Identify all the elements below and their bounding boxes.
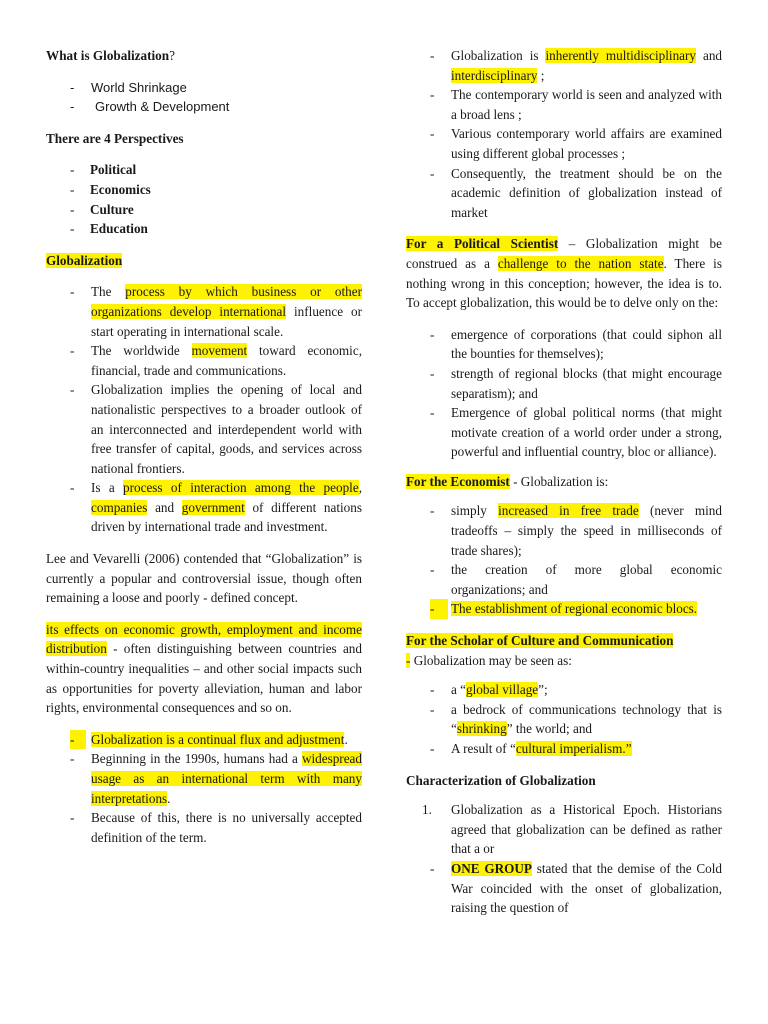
globalization-definitions [46, 282, 362, 537]
list-item: - Growth & Development [70, 99, 230, 115]
characterization-list [406, 800, 722, 859]
list-item: - Beginning in the 1990s, humans had a widespread usage as an international term with many interpretations. [70, 751, 362, 806]
economist-paragraph: For the Economist - Globalization is: [406, 473, 609, 489]
title-what-is-globalization [46, 46, 362, 66]
title-qmark: ? [169, 48, 175, 63]
economist-list [406, 501, 722, 619]
list-item: - Education [70, 221, 148, 237]
political-scientist-paragraph: For a Political Scientist – Globalization might be construed as a challenge to the nation state. There is nothing wrong in this conception; however, the idea is to. To accept globalization, this would be to delve only on the: [406, 236, 723, 311]
list-item: - ONE GROUP stated that the demise of the Cold War coincided with the onset of globalization, raising the question of [430, 860, 722, 916]
list-item: - Economics [70, 181, 151, 197]
effects-paragraph: its effects on economic growth, employment and income distribution - often distinguishing between countries and within-country inequalities – and other social impacts such as opportunities for poverty alleviation, human and labor rights, environmental consequences and so on. [46, 621, 362, 716]
list-item: - Globalization is inherently multidisciplinary and interdisciplinary ; [430, 48, 723, 83]
political-scientist-list [406, 325, 722, 462]
list-item: - The establishment of regional economic blocs. [406, 599, 722, 619]
list-item: - Globalization implies the opening of local and nationalistic perspectives to a broader outlook of an interconnected and interdependent world with free transfer of capital, goods, and services across national frontiers. [70, 382, 362, 476]
lee-vevarelli-paragraph: Lee and Vevarelli (2006) contended that “Globalization” is currently a popular and controversial issue, though often remaining a loose and poorly - defined concept. [46, 551, 362, 606]
list-item: - Because of this, there is no universally accepted definition of the term. [70, 810, 362, 845]
list-item: - the creation of more global economic organizations; and [430, 562, 722, 597]
list-item: 1. Globalization as a Historical Epoch. Historians agreed that globalization can be defined as rather that a or [422, 802, 722, 857]
list-item: - The process by which business or other organizations develop international influence or start operating in international scale. [70, 284, 362, 339]
culture-paragraph: For the Scholar of Culture and Communication - Globalization may be seen as: [406, 633, 674, 668]
list-item: - emergence of corporations (that could siphon all the bounties for themselves); [430, 326, 722, 362]
list-item: - Various contemporary world affairs are examined using different global processes ; [430, 126, 722, 161]
intro-list [46, 78, 362, 117]
right-column [406, 46, 722, 918]
list-item: - Culture [70, 201, 134, 217]
list-item: - Emergence of global political norms (that might motivate creation of a world order under a strong, powerful and influential country, bloc or alliance). [430, 405, 722, 460]
culture-list [406, 680, 722, 758]
characterization-sublist [406, 859, 722, 918]
perspectives-heading: There are 4 Perspectives [46, 130, 184, 146]
list-item: - The worldwide movement toward economic, financial, trade and communications. [70, 343, 362, 378]
list-item: - Political [70, 162, 137, 178]
list-item: - A result of “cultural imperialism.” [430, 741, 632, 756]
list-item: - simply increased in free trade (never mind tradeoffs – simply the speed in milliseconds of trade shares); [430, 503, 722, 558]
list-item: - Is a process of interaction among the people, companies and government of different nations driven by international trade and investment. [70, 480, 362, 535]
list-item: - World Shrinkage [70, 79, 187, 95]
list-item: - a “global village”; [430, 682, 548, 698]
multidisciplinary-list [406, 46, 722, 222]
list-item: - strength of regional blocks (that might encourage separatism); and [430, 365, 722, 401]
flux-list [46, 730, 362, 848]
list-item: - The contemporary world is seen and analyzed with a broad lens ; [430, 87, 722, 122]
list-item: - Consequently, the treatment should be on the academic definition of globalization instead of market [430, 165, 722, 220]
perspectives-list [46, 160, 362, 238]
list-item: - a bedrock of communications technology that is “shrinking” the world; and [430, 701, 722, 737]
list-item: - Globalization is a continual flux and adjustment. [46, 730, 362, 750]
left-column [46, 46, 362, 847]
title-text: What is Globalization [46, 48, 170, 63]
globalization-heading: Globalization [46, 252, 123, 268]
characterization-heading: Characterization of Globalization [406, 772, 596, 788]
